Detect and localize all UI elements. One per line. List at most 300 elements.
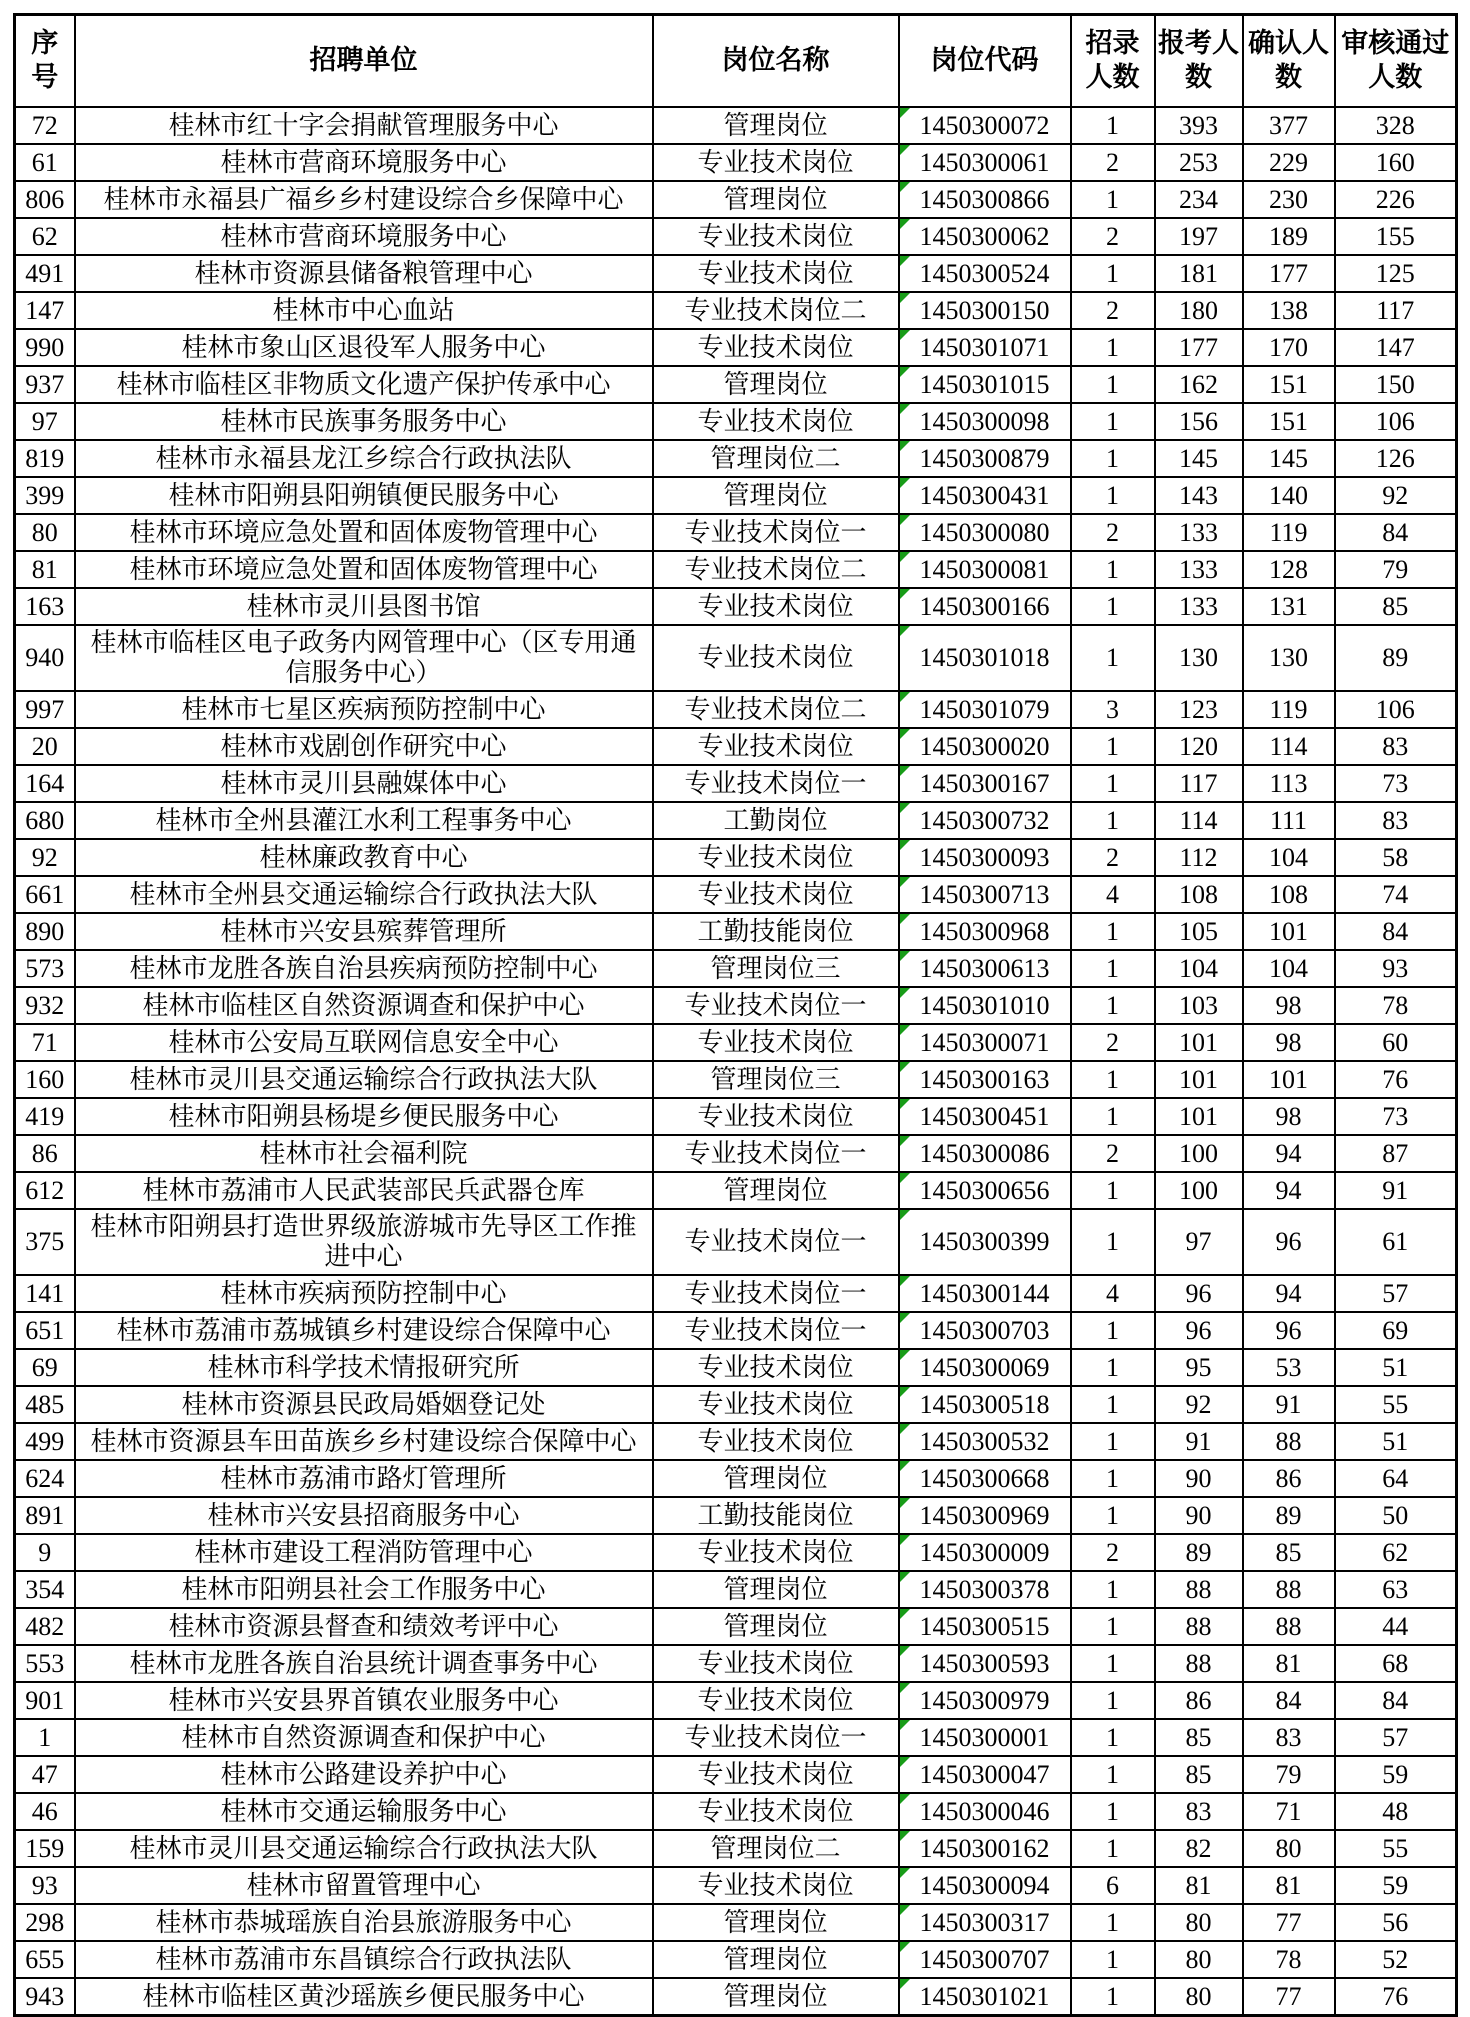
text-format-indicator-icon [900,1572,910,1582]
cell-text: 85 [1382,591,1409,621]
cell-unit [75,625,653,691]
cell-text: 9 [38,1537,52,1567]
cell-text: 1 [1106,1722,1119,1752]
cell-text: 94 [1275,1138,1302,1168]
cell-text: 298 [25,1907,65,1937]
cell-text: 桂林市民族事务服务中心 [220,406,507,436]
cell-text: 143 [1179,480,1218,510]
cell-unit [75,1830,653,1867]
cell-text: 55 [1382,1833,1409,1863]
cell-serial [15,181,75,218]
table-row [15,1682,1457,1719]
cell-confirm-count [1243,876,1335,913]
cell-text: 1450301079 [919,694,1050,724]
cell-serial [15,1275,75,1312]
cell-text: 桂林廉政教育中心 [259,842,468,872]
cell-unit [75,514,653,551]
cell-position [653,625,899,691]
text-format-indicator-icon [900,1276,910,1286]
cell-position [653,1209,899,1275]
cell-approved-count [1335,625,1457,691]
cell-recruit-count [1071,107,1155,144]
cell-text: 专业技术岗位 [697,842,854,872]
cell-text: 桂林市兴安县殡葬管理所 [220,916,507,946]
cell-unit [75,1061,653,1098]
cell-text: 1 [1106,406,1119,436]
cell-text: 管理岗位 [723,1611,828,1641]
cell-text: 177 [1269,258,1308,288]
cell-confirm-count [1243,1719,1335,1756]
col-header-unit: 招聘单位 [75,15,653,108]
cell-text: 88 [1275,1426,1302,1456]
cell-text: 76 [1382,1064,1409,1094]
cell-text: 119 [1269,517,1308,547]
cell-serial [15,255,75,292]
cell-code [899,876,1071,913]
text-format-indicator-icon [900,729,910,739]
cell-serial [15,329,75,366]
table-row [15,1209,1457,1275]
cell-code [899,1209,1071,1275]
cell-text: 1 [1106,369,1119,399]
cell-position [653,987,899,1024]
cell-text: 1 [1106,1500,1119,1530]
cell-code [899,1312,1071,1349]
cell-apply-count [1155,1024,1243,1061]
cell-text: 桂林市社会福利院 [259,1138,468,1168]
cell-confirm-count [1243,329,1335,366]
cell-text: 83 [1275,1722,1302,1752]
cell-text: 2 [1106,1138,1119,1168]
cell-text: 230 [1269,184,1308,214]
cell-code [899,1608,1071,1645]
cell-text: 93 [31,1870,58,1900]
cell-unit [75,107,653,144]
cell-code [899,107,1071,144]
cell-position [653,440,899,477]
cell-text: 89 [1185,1537,1212,1567]
cell-text: 专业技术岗位 [697,221,854,251]
cell-text: 1450300431 [919,480,1050,510]
cell-text: 71 [1275,1796,1302,1826]
cell-text: 1450300086 [919,1138,1050,1168]
text-format-indicator-icon [900,367,910,377]
text-format-indicator-icon [900,766,910,776]
cell-text: 91 [1275,1389,1302,1419]
recruitment-positions-table [13,13,1458,2017]
cell-serial [15,403,75,440]
cell-recruit-count [1071,1460,1155,1497]
cell-text: 专业技术岗位一 [684,1278,867,1308]
cell-apply-count [1155,514,1243,551]
cell-text: 226 [1375,184,1415,214]
cell-text: 81 [1275,1648,1302,1678]
cell-apply-count [1155,144,1243,181]
cell-text: 1 [1106,554,1119,584]
cell-text: 桂林市资源县车田苗族乡乡村建设综合保障中心 [90,1426,637,1456]
cell-text: 专业技术岗位二 [684,694,867,724]
text-format-indicator-icon [900,988,910,998]
cell-apply-count [1155,1460,1243,1497]
cell-text: 375 [25,1227,65,1257]
cell-apply-count [1155,588,1243,625]
cell-apply-count [1155,1349,1243,1386]
cell-text: 1 [1106,1426,1119,1456]
cell-apply-count [1155,1941,1243,1978]
cell-confirm-count [1243,1867,1335,1904]
cell-serial [15,1098,75,1135]
cell-apply-count [1155,1645,1243,1682]
cell-unit [75,765,653,802]
cell-serial [15,1172,75,1209]
text-format-indicator-icon [900,441,910,451]
cell-text: 96 [1185,1315,1212,1345]
text-format-indicator-icon [900,1609,910,1619]
cell-position [653,181,899,218]
text-format-indicator-icon [900,1387,910,1397]
cell-approved-count [1335,1209,1457,1275]
cell-text: 2 [1106,147,1119,177]
cell-text: 126 [1375,443,1415,473]
cell-text: 1 [1106,953,1119,983]
cell-recruit-count [1071,1423,1155,1460]
cell-text: 1450300399 [919,1227,1050,1257]
text-format-indicator-icon [900,1350,910,1360]
cell-position [653,588,899,625]
cell-apply-count [1155,1209,1243,1275]
cell-text: 桂林市象山区退役军人服务中心 [181,332,546,362]
cell-code [899,477,1071,514]
cell-text: 管理岗位 [723,1175,828,1205]
text-format-indicator-icon [900,404,910,414]
cell-approved-count [1335,1061,1457,1098]
cell-text: 2 [1106,517,1119,547]
table-row [15,765,1457,802]
cell-text: 1450300969 [919,1500,1050,1530]
cell-text: 80 [1185,1981,1212,2011]
cell-serial [15,366,75,403]
cell-apply-count [1155,1312,1243,1349]
cell-text: 桂林市灵川县交通运输综合行政执法大队 [129,1064,598,1094]
cell-approved-count [1335,181,1457,218]
cell-confirm-count [1243,551,1335,588]
cell-approved-count [1335,1682,1457,1719]
cell-text: 20 [31,731,58,761]
cell-text: 73 [1382,1101,1409,1131]
cell-unit [75,1497,653,1534]
cell-position [653,1386,899,1423]
cell-recruit-count [1071,1098,1155,1135]
cell-text: 1 [1106,110,1119,140]
table-row [15,1719,1457,1756]
text-format-indicator-icon [900,951,910,961]
cell-approved-count [1335,1098,1457,1135]
cell-unit [75,366,653,403]
cell-text: 1 [1106,184,1119,214]
text-format-indicator-icon [900,1498,910,1508]
table-row [15,1061,1457,1098]
cell-approved-count [1335,366,1457,403]
cell-text: 990 [25,332,65,362]
cell-position [653,1024,899,1061]
cell-apply-count [1155,1172,1243,1209]
cell-text: 管理岗位 [723,110,828,140]
cell-confirm-count [1243,218,1335,255]
cell-text: 655 [25,1944,65,1974]
cell-confirm-count [1243,366,1335,403]
cell-text: 95 [1185,1352,1212,1382]
cell-text: 桂林市营商环境服务中心 [220,147,507,177]
table-row [15,440,1457,477]
cell-code [899,1098,1071,1135]
cell-text: 71 [31,1027,58,1057]
cell-recruit-count [1071,765,1155,802]
cell-position [653,1941,899,1978]
cell-unit [75,1793,653,1830]
cell-unit [75,1867,653,1904]
cell-text: 桂林市公安局互联网信息安全中心 [168,1027,559,1057]
cell-code [899,1941,1071,1978]
cell-recruit-count [1071,1209,1155,1275]
cell-approved-count [1335,1867,1457,1904]
cell-text: 管理岗位 [723,1981,828,2011]
cell-text: 151 [1269,369,1308,399]
cell-text: 1 [1106,805,1119,835]
cell-text: 80 [31,517,58,547]
cell-confirm-count [1243,1172,1335,1209]
cell-recruit-count [1071,366,1155,403]
cell-serial [15,588,75,625]
cell-code [899,1830,1071,1867]
cell-unit [75,728,653,765]
cell-text: 桂林市龙胜各族自治县疾病预防控制中心 [129,953,598,983]
cell-confirm-count [1243,477,1335,514]
cell-position [653,1793,899,1830]
cell-code [899,1024,1071,1061]
cell-serial [15,1135,75,1172]
cell-code [899,691,1071,728]
cell-text: 328 [1375,110,1415,140]
cell-text: 354 [25,1574,65,1604]
cell-text: 85 [1185,1722,1212,1752]
cell-text: 80 [1185,1907,1212,1937]
cell-serial [15,218,75,255]
cell-text: 101 [1269,916,1308,946]
cell-recruit-count [1071,403,1155,440]
cell-code [899,144,1071,181]
cell-apply-count [1155,1386,1243,1423]
cell-serial [15,1682,75,1719]
cell-text: 150 [1375,369,1415,399]
cell-text: 1450300866 [919,184,1050,214]
cell-text: 82 [1185,1833,1212,1863]
cell-text: 64 [1382,1463,1409,1493]
cell-recruit-count [1071,1386,1155,1423]
table-row [15,987,1457,1024]
cell-text: 1450301015 [919,369,1050,399]
cell-position [653,1135,899,1172]
cell-text: 159 [25,1833,65,1863]
cell-text: 92 [1185,1389,1212,1419]
cell-text: 72 [31,110,58,140]
cell-text: 86 [1185,1685,1212,1715]
col-header-position: 岗位名称 [653,15,899,108]
cell-unit [75,1904,653,1941]
cell-text: 140 [1269,480,1308,510]
cell-text: 151 [1269,406,1308,436]
cell-confirm-count [1243,181,1335,218]
cell-position [653,144,899,181]
cell-text: 89 [1382,643,1409,673]
col-header-apply-count: 报考人数 [1155,15,1243,108]
cell-text: 1450300001 [919,1722,1050,1752]
cell-text: 1450300020 [919,731,1050,761]
cell-text: 1 [1106,916,1119,946]
cell-text: 1450300518 [919,1389,1050,1419]
cell-text: 125 [1375,258,1415,288]
cell-text: 管理岗位 [723,184,828,214]
cell-position [653,802,899,839]
cell-text: 52 [1382,1944,1409,1974]
cell-text: 84 [1382,1685,1409,1715]
cell-apply-count [1155,1608,1243,1645]
cell-recruit-count [1071,218,1155,255]
cell-text: 管理岗位 [723,480,828,510]
cell-text: 专业技术岗位 [697,258,854,288]
text-format-indicator-icon [900,1683,910,1693]
cell-text: 120 [1179,731,1218,761]
cell-text: 133 [1179,591,1218,621]
cell-text: 专业技术岗位 [697,1870,854,1900]
cell-position [653,876,899,913]
cell-serial [15,1349,75,1386]
cell-text: 91 [1185,1426,1212,1456]
cell-text: 1450300524 [919,258,1050,288]
text-format-indicator-icon [900,1424,910,1434]
cell-confirm-count [1243,1135,1335,1172]
cell-text: 1 [1106,1064,1119,1094]
cell-unit [75,477,653,514]
cell-text: 50 [1382,1500,1409,1530]
cell-serial [15,625,75,691]
cell-text: 90 [1185,1500,1212,1530]
cell-text: 专业技术岗位 [697,643,854,673]
cell-code [899,551,1071,588]
col-header-approved-count: 审核通过人数 [1335,15,1457,108]
cell-approved-count [1335,1978,1457,2016]
text-format-indicator-icon [900,840,910,850]
cell-text: 2 [1106,295,1119,325]
cell-text: 1450300703 [919,1315,1050,1345]
cell-apply-count [1155,107,1243,144]
cell-apply-count [1155,1830,1243,1867]
cell-approved-count [1335,765,1457,802]
cell-text: 79 [1275,1759,1302,1789]
cell-text: 94 [1275,1175,1302,1205]
cell-text: 92 [31,842,58,872]
cell-code [899,514,1071,551]
cell-text: 94 [1275,1278,1302,1308]
cell-text: 145 [1269,443,1308,473]
cell-text: 1450300080 [919,517,1050,547]
cell-code [899,255,1071,292]
cell-text: 桂林市临桂区电子政务内网管理中心（区专用通信服务中心） [90,628,637,687]
cell-code [899,1172,1071,1209]
text-format-indicator-icon [900,626,910,636]
cell-text: 189 [1269,221,1308,251]
cell-text: 1450300081 [919,554,1050,584]
cell-apply-count [1155,728,1243,765]
cell-apply-count [1155,403,1243,440]
cell-text: 桂林市公路建设养护中心 [220,1759,507,1789]
table-row [15,728,1457,765]
cell-text: 管理岗位二 [710,443,841,473]
cell-recruit-count [1071,181,1155,218]
cell-text: 专业技术岗位 [697,1685,854,1715]
text-format-indicator-icon [900,1136,910,1146]
cell-text: 1450300732 [919,805,1050,835]
cell-position [653,691,899,728]
cell-serial [15,1571,75,1608]
cell-text: 106 [1375,694,1415,724]
text-format-indicator-icon [900,1025,910,1035]
cell-unit [75,1756,653,1793]
cell-confirm-count [1243,1756,1335,1793]
cell-confirm-count [1243,1830,1335,1867]
cell-text: 2 [1106,1537,1119,1567]
cell-text: 管理岗位三 [710,1064,841,1094]
cell-apply-count [1155,1904,1243,1941]
cell-approved-count [1335,1349,1457,1386]
cell-confirm-count [1243,625,1335,691]
cell-text: 1450300879 [919,443,1050,473]
cell-position [653,1423,899,1460]
cell-code [899,440,1071,477]
table-row [15,1024,1457,1061]
cell-unit [75,1608,653,1645]
cell-text: 80 [1275,1833,1302,1863]
cell-recruit-count [1071,1349,1155,1386]
cell-unit [75,802,653,839]
cell-text: 47 [31,1759,58,1789]
cell-code [899,1423,1071,1460]
cell-text: 6 [1106,1870,1119,1900]
cell-text: 163 [25,591,65,621]
table-row [15,181,1457,218]
cell-code [899,1497,1071,1534]
cell-text: 1450300098 [919,406,1050,436]
cell-text: 1 [1106,1981,1119,2011]
cell-unit [75,181,653,218]
cell-text: 101 [1179,1101,1218,1131]
cell-text: 1450300072 [919,110,1050,140]
col-header-recruit-count: 招录人数 [1071,15,1155,108]
cell-code [899,950,1071,987]
cell-text: 651 [25,1315,65,1345]
cell-confirm-count [1243,765,1335,802]
cell-text: 819 [25,443,65,473]
cell-unit [75,440,653,477]
cell-text: 专业技术岗位一 [684,1227,867,1257]
cell-apply-count [1155,802,1243,839]
table-row [15,913,1457,950]
cell-text: 1 [1106,1685,1119,1715]
text-format-indicator-icon [900,145,910,155]
cell-confirm-count [1243,107,1335,144]
cell-text: 专业技术岗位 [697,1537,854,1567]
table-row [15,1497,1457,1534]
cell-text: 932 [25,990,65,1020]
